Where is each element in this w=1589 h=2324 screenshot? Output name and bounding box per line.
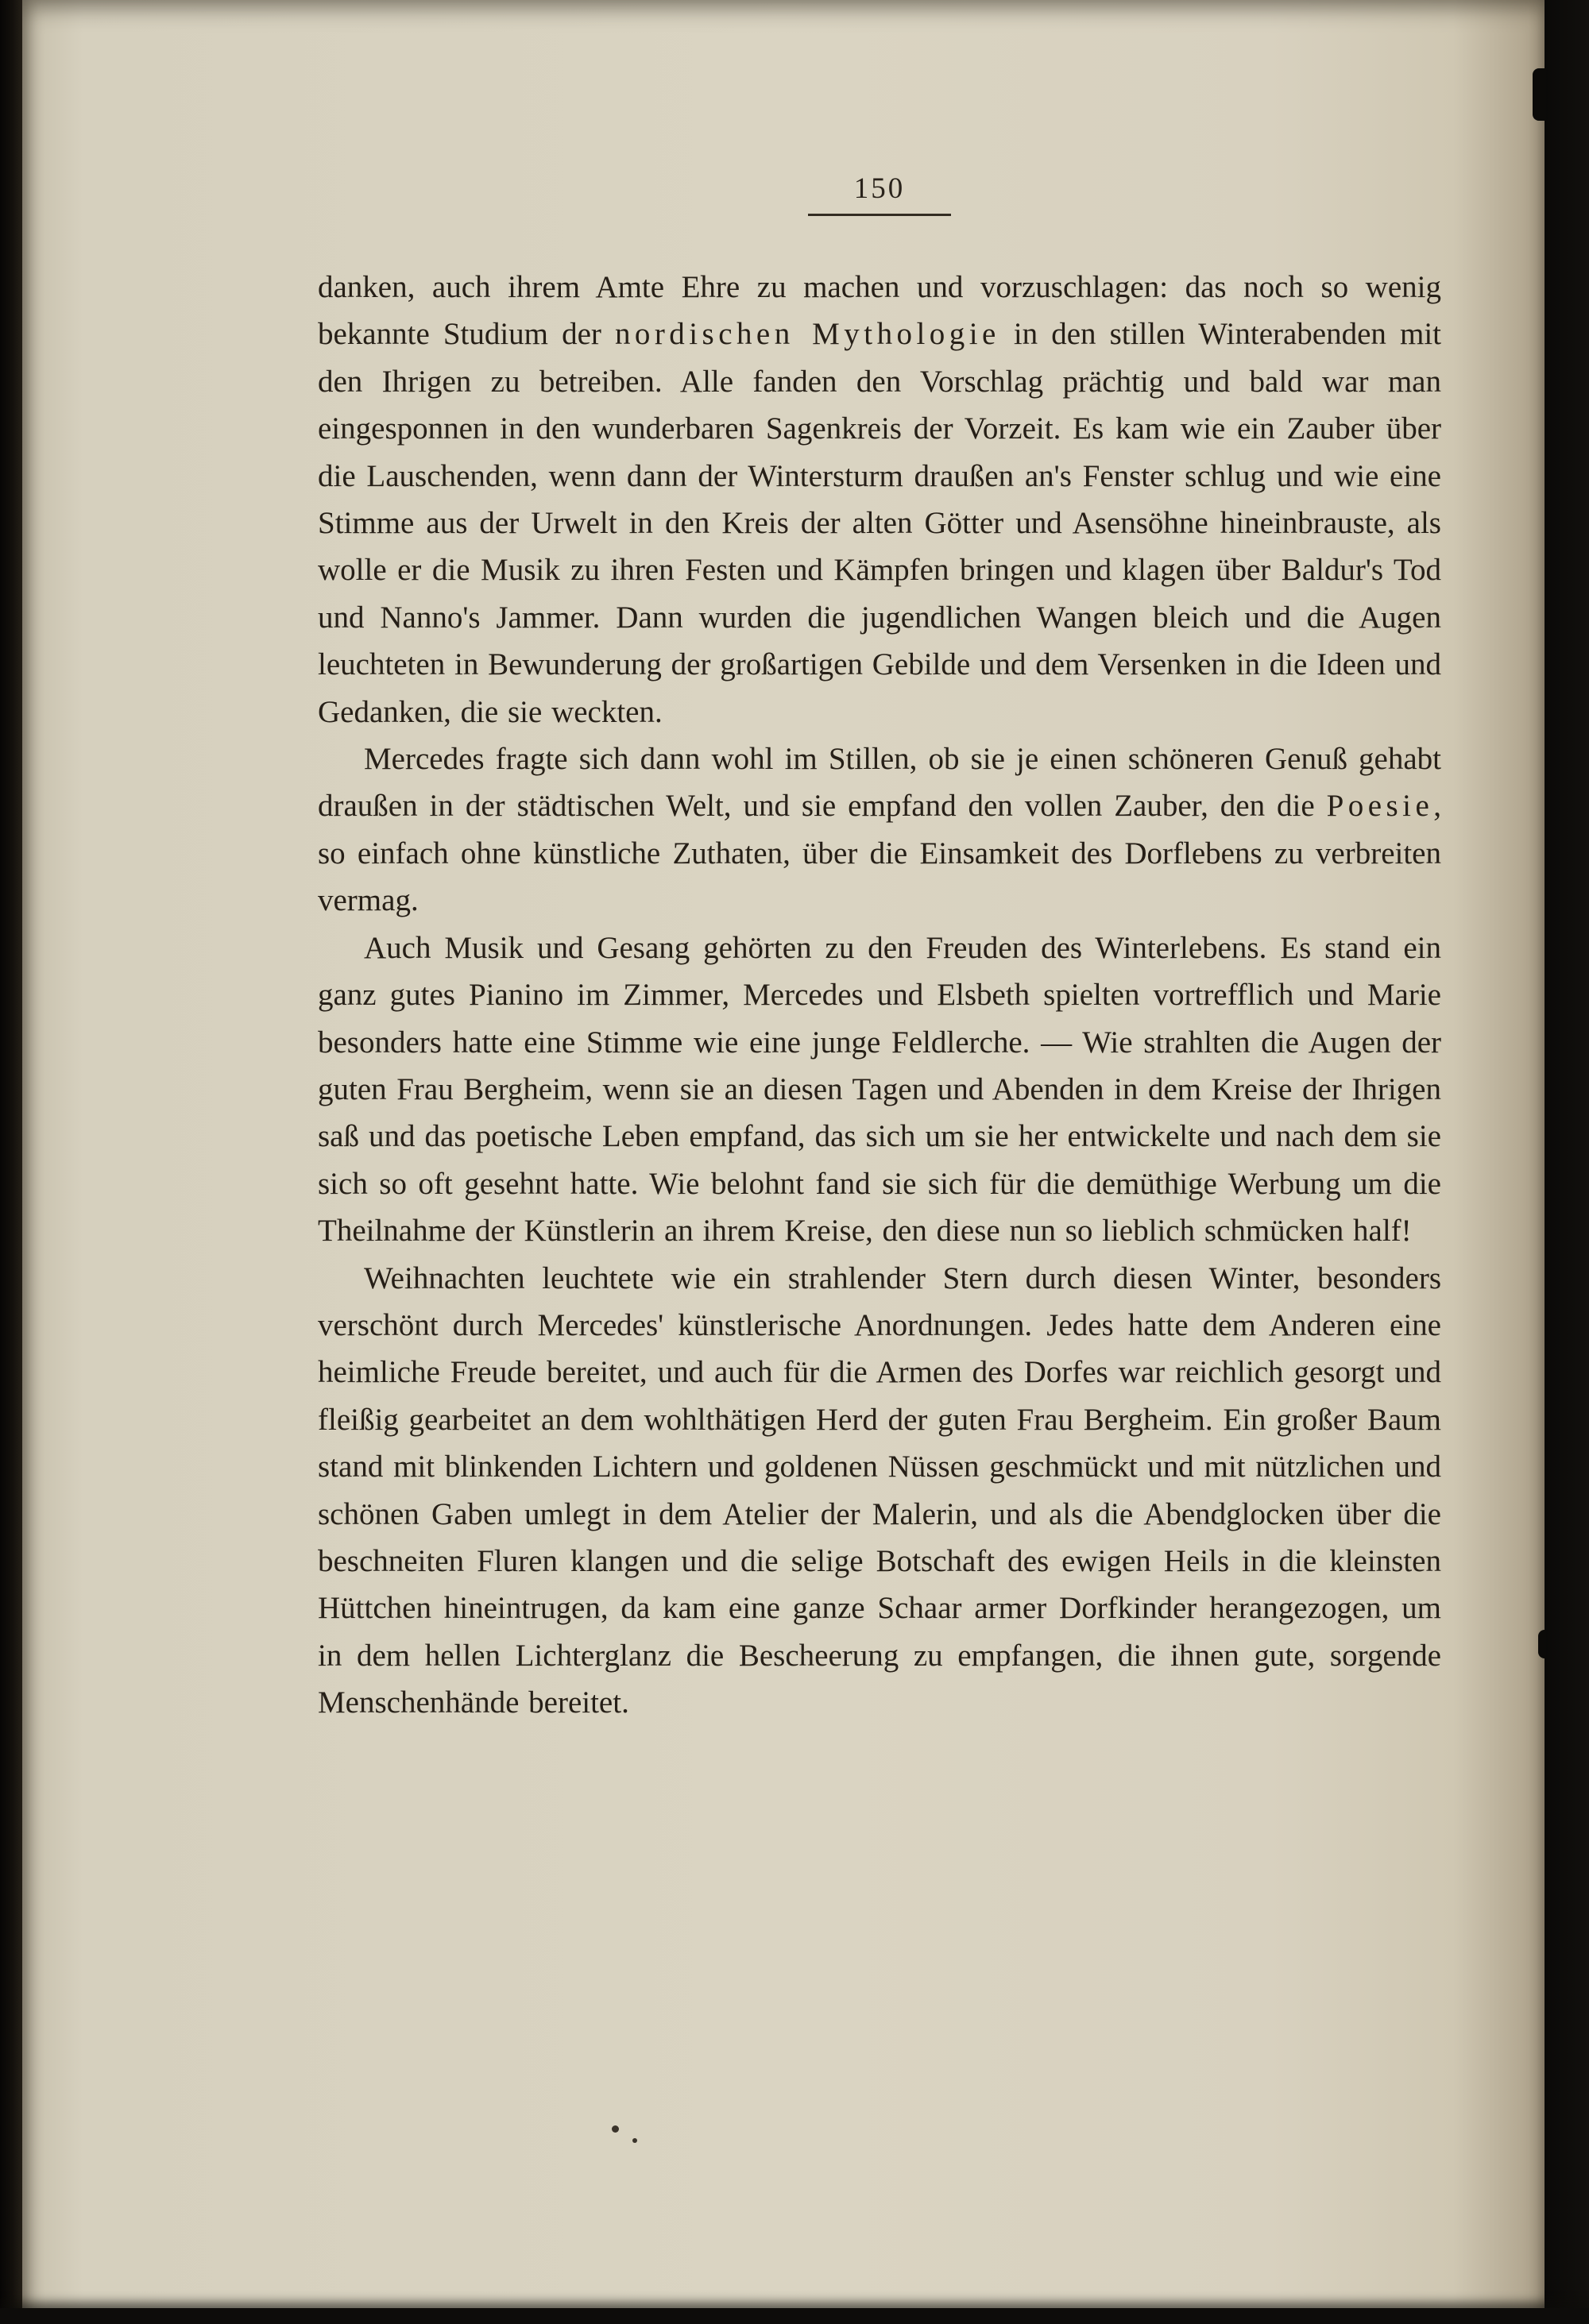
page-text <box>318 264 1441 1727</box>
scan-edge-left <box>0 0 22 2324</box>
paragraph <box>318 264 1441 735</box>
ink-speck <box>632 2138 637 2143</box>
body-text: Auch Musik und Gesang gehörten zu den Freuden des Winterlebens. Es stand ein ganz gutes Pianino im Zimmer, Mercedes und Elsbeth spielten vortrefflich und Marie besonders hatte eine Stimme wie eine junge Feldlerche. — Wie strahlten die Augen der guten Frau Bergheim, wenn sie an diesen Tagen und Abenden in dem Kreise der Ihrigen saß und das poetische Leben empfand, das sich um sie her entwickelte und nach dem sie sich so oft gesehnt hatte. Wie belohnt fand sie sich für die demüthige Werbung um die Theilnahme der Künstlerin an ihrem Kreise, den diese nun so lieblich schmücken half! <box>318 930 1441 1249</box>
body-text: Weihnachten leuchtete wie ein strahlender Stern durch diesen Winter, besonders verschönt durch Mercedes' künstlerische Anordnungen. Jedes hatte dem Anderen eine heimliche Freude bereitet, und auch für die Armen des Dorfes war reichlich gesorgt und fleißig gearbeitet an dem wohlthätigen Herd der guten Frau Bergheim. Ein großer Baum stand mit blinkenden Lichtern und goldenen Nüssen geschmückt und mit nützlichen und schönen Gaben umlegt in dem Atelier der Malerin, und als die Abendglocken über die beschneiten Fluren klangen und die selige Botschaft des ewigen Heils in die kleinsten Hüttchen hineintrugen, da kam eine ganze Schaar armer Dorfkinder herangezogen, um in dem hellen Lichterglanz die Bescheerung zu empfangen, die ihnen gute, sorgende Menschenhände bereitet. <box>318 1260 1441 1720</box>
body-text: danken, auch ihrem Amte Ehre zu machen und vorzuschlagen: das noch so wenig bekannte Studium der <box>318 270 1441 352</box>
ink-speck <box>612 2125 619 2133</box>
ink-mark <box>1538 1630 1546 1658</box>
page-number: 150 <box>808 172 952 216</box>
body-text: Mercedes fragte sich dann wohl im Stillen, ob sie je einen schöneren Genuß gehabt draußen in der städtischen Welt, und sie empfand den vollen Zauber, den die <box>318 742 1441 824</box>
body-text: in den stillen Winterabenden mit den Ihrigen zu betreiben. Alle fanden den Vorschlag prächtig und bald war man eingesponnen in den wunderbaren Sagenkreis der Vorzeit. Es kam wie ein Zauber über die Lauschenden, wenn dann der Wintersturm draußen an's Fenster schlug und wie eine Stimme aus der Urwelt in den Kreis der alten Götter und Asensöhne hineinbrauste, als wolle er die Musik zu ihren Festen und Kämpfen bringen und klagen über Baldur's Tod und Nanno's Jammer. Dann wurden die jugendlichen Wangen bleich und die Augen leuchteten in Bewunderung der großartigen Gebilde und dem Versenken in die Ideen und Gedanken, die sie weckten. <box>318 317 1441 729</box>
body-text: , so einfach ohne künstliche Zuthaten, über die Einsamkeit des Dorflebens zu verbreiten vermag. <box>318 789 1441 918</box>
scan-edge-bottom <box>0 2308 1589 2324</box>
paragraph <box>318 925 1441 1255</box>
paragraph <box>318 1255 1441 1727</box>
emphasized-text: Poesie <box>1326 789 1434 824</box>
paper <box>22 0 1545 2324</box>
scan-edge-right <box>1545 0 1589 2324</box>
emphasized-text: nordischen Mythologie <box>614 317 1000 352</box>
paragraph <box>318 735 1441 925</box>
ink-mark <box>1533 68 1546 121</box>
page-header <box>318 172 1441 216</box>
